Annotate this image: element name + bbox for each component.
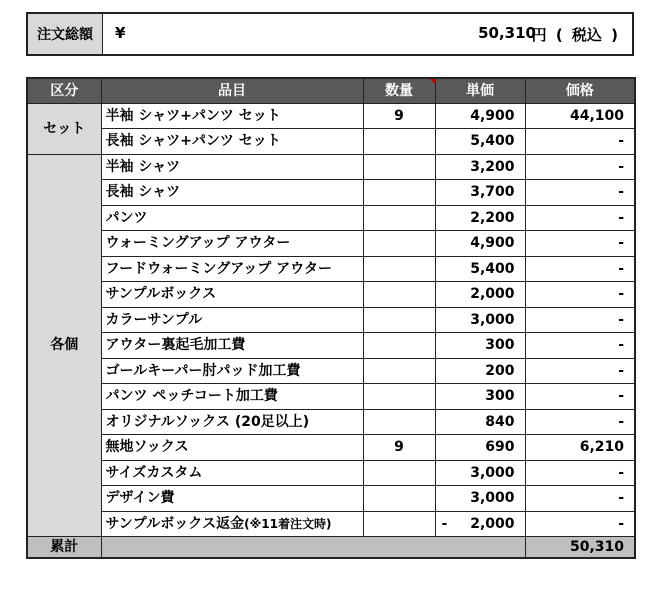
header-total: 価格 — [525, 78, 635, 103]
group-label-individual: 各個 — [27, 154, 101, 537]
qty-cell[interactable] — [363, 307, 435, 333]
item-cell[interactable]: フードウォーミングアップ アウター — [101, 256, 363, 282]
total-cell[interactable]: - — [525, 486, 635, 512]
table-row — [27, 460, 635, 486]
qty-cell[interactable]: 9 — [363, 435, 435, 461]
sum-label: 累計 — [27, 537, 101, 558]
item-cell[interactable]: オリジナルソックス (20足以上) — [101, 409, 363, 435]
table-row — [27, 435, 635, 461]
price-cell[interactable]: 3,200 — [435, 154, 525, 180]
price-cell[interactable]: 3,700 — [435, 180, 525, 206]
total-cell[interactable]: - — [525, 358, 635, 384]
order-table — [26, 77, 636, 559]
item-cell[interactable]: 半袖 シャツ — [101, 154, 363, 180]
total-cell[interactable]: - — [525, 180, 635, 206]
header-price: 単価 — [435, 78, 525, 103]
total-cell[interactable]: 44,100 — [525, 103, 635, 129]
price-cell[interactable]: 3,000 — [435, 460, 525, 486]
qty-cell[interactable] — [363, 511, 435, 537]
price-value: 2,000 — [470, 515, 515, 532]
total-cell[interactable]: - — [525, 460, 635, 486]
sum-spacer — [101, 537, 525, 558]
sum-row — [27, 537, 635, 558]
price-cell[interactable]: 200 — [435, 358, 525, 384]
order-total-label: 注文総額 — [28, 14, 103, 54]
sum-total-cell[interactable]: 50,310 — [525, 537, 635, 558]
table-row — [27, 358, 635, 384]
table-row — [27, 129, 635, 155]
comment-indicator-icon[interactable] — [430, 79, 435, 84]
table-header-row — [27, 78, 635, 103]
total-cell[interactable]: - — [525, 154, 635, 180]
total-cell[interactable]: - — [525, 409, 635, 435]
qty-cell[interactable] — [363, 129, 435, 155]
currency-symbol: ¥ — [115, 24, 126, 42]
order-total-box — [26, 12, 634, 56]
item-cell[interactable]: 無地ソックス — [101, 435, 363, 461]
qty-cell[interactable] — [363, 333, 435, 359]
table-row — [27, 384, 635, 410]
qty-cell[interactable] — [363, 358, 435, 384]
header-kubun: 区分 — [27, 78, 101, 103]
total-cell[interactable]: - — [525, 256, 635, 282]
item-note: (※11着注文時) — [244, 516, 332, 531]
qty-cell[interactable] — [363, 486, 435, 512]
item-cell[interactable]: 長袖 シャツ — [101, 180, 363, 206]
item-cell[interactable]: サイズカスタム — [101, 460, 363, 486]
price-cell[interactable] — [435, 511, 525, 537]
item-cell[interactable]: デザイン費 — [101, 486, 363, 512]
table-row — [27, 103, 635, 129]
table-row — [27, 154, 635, 180]
qty-cell[interactable] — [363, 231, 435, 257]
total-cell[interactable]: - — [525, 129, 635, 155]
qty-cell[interactable] — [363, 154, 435, 180]
item-cell[interactable] — [101, 511, 363, 537]
total-cell[interactable]: 6,210 — [525, 435, 635, 461]
price-cell[interactable]: 690 — [435, 435, 525, 461]
item-cell[interactable]: カラーサンプル — [101, 307, 363, 333]
qty-cell[interactable] — [363, 282, 435, 308]
table-row — [27, 409, 635, 435]
order-total-amount: 50,310 — [478, 24, 536, 42]
total-cell[interactable]: - — [525, 307, 635, 333]
price-cell[interactable]: 5,400 — [435, 256, 525, 282]
table-row — [27, 282, 635, 308]
table-row — [27, 307, 635, 333]
table-row — [27, 256, 635, 282]
price-cell[interactable]: 2,000 — [435, 282, 525, 308]
group-label-set: セット — [27, 103, 101, 154]
item-cell[interactable]: ウォーミングアップ アウター — [101, 231, 363, 257]
item-cell[interactable]: ゴールキーパー肘パッド加工費 — [101, 358, 363, 384]
total-cell[interactable]: - — [525, 333, 635, 359]
qty-cell[interactable] — [363, 256, 435, 282]
price-cell[interactable]: 5,400 — [435, 129, 525, 155]
table-row — [27, 180, 635, 206]
price-cell[interactable]: 300 — [435, 333, 525, 359]
price-cell[interactable]: 300 — [435, 384, 525, 410]
item-cell[interactable]: サンプルボックス — [101, 282, 363, 308]
total-cell[interactable]: - — [525, 231, 635, 257]
item-cell[interactable]: 長袖 シャツ+パンツ セット — [101, 129, 363, 155]
price-sign: - — [441, 515, 448, 532]
total-cell[interactable]: - — [525, 511, 635, 537]
price-cell[interactable]: 4,900 — [435, 231, 525, 257]
header-qty: 数量 — [363, 78, 435, 103]
item-cell[interactable]: アウター裏起毛加工費 — [101, 333, 363, 359]
total-cell[interactable]: - — [525, 205, 635, 231]
qty-cell[interactable] — [363, 460, 435, 486]
item-cell[interactable]: 半袖 シャツ+パンツ セット — [101, 103, 363, 129]
table-row — [27, 511, 635, 537]
total-cell[interactable]: - — [525, 282, 635, 308]
header-item: 品目 — [101, 78, 363, 103]
total-cell[interactable]: - — [525, 384, 635, 410]
price-cell[interactable]: 840 — [435, 409, 525, 435]
price-cell[interactable]: 3,000 — [435, 307, 525, 333]
order-total-value-cell[interactable] — [103, 14, 632, 54]
qty-cell[interactable] — [363, 180, 435, 206]
price-cell[interactable]: 3,000 — [435, 486, 525, 512]
qty-cell[interactable] — [363, 409, 435, 435]
price-cell[interactable]: 4,900 — [435, 103, 525, 129]
table-row — [27, 486, 635, 512]
qty-cell[interactable]: 9 — [363, 103, 435, 129]
qty-cell[interactable] — [363, 205, 435, 231]
item-name: サンプルボックス返金 — [105, 515, 245, 532]
item-cell[interactable]: パンツ ペッチコート加工費 — [101, 384, 363, 410]
item-cell[interactable]: パンツ — [101, 205, 363, 231]
table-row — [27, 333, 635, 359]
order-total-unit: 円 ( 税込 ) — [531, 26, 618, 44]
qty-cell[interactable] — [363, 384, 435, 410]
table-row — [27, 231, 635, 257]
price-cell[interactable]: 2,200 — [435, 205, 525, 231]
table-row — [27, 205, 635, 231]
